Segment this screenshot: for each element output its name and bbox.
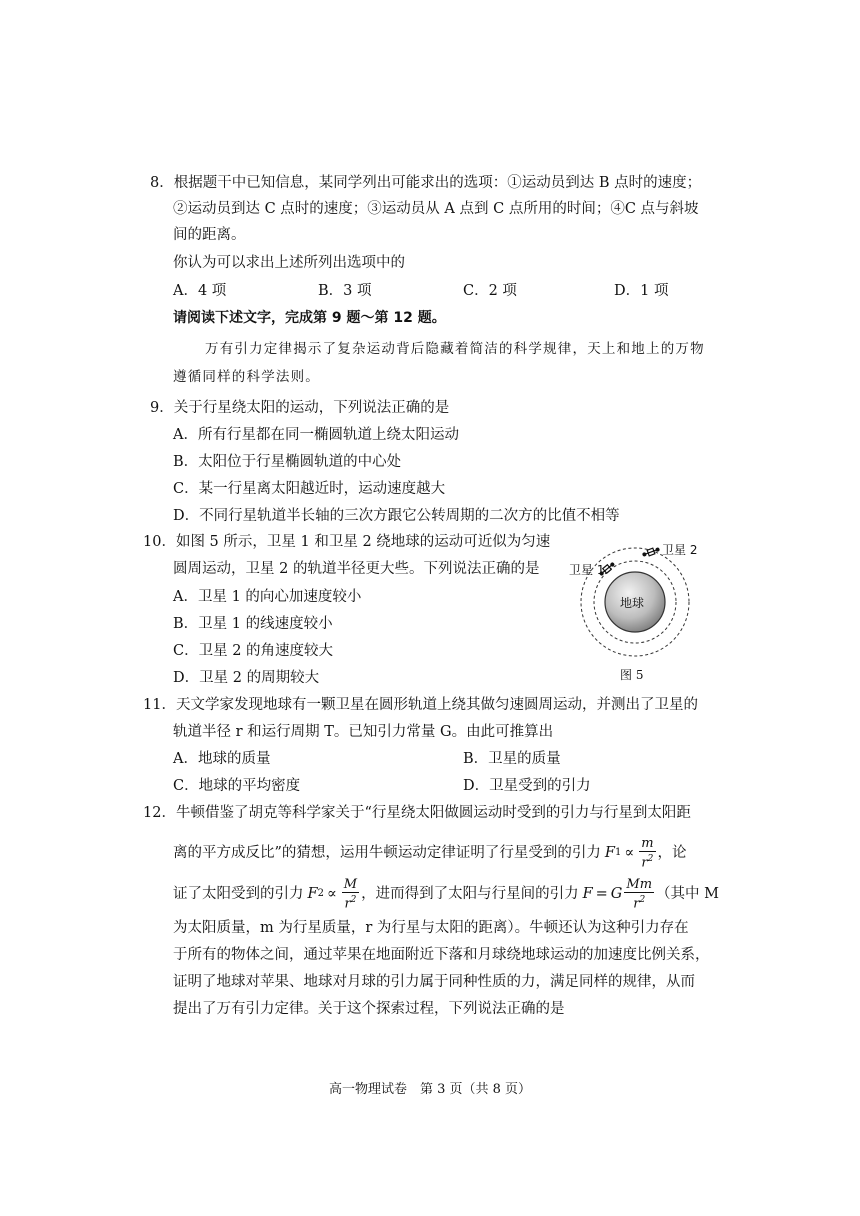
q9-option-c: C．某一行星离太阳越近时，运动速度越大 — [173, 481, 446, 497]
page-footer: 高一物理试卷 第 3 页（共 8 页） — [328, 1082, 532, 1097]
q8-option-b: B．3 项 — [318, 283, 372, 299]
satellite-2-icon — [642, 546, 661, 558]
q8-line-1: 8．根据题干中已知信息，某同学列出可能求出的选项：①运动员到达 B 点时的速度； — [150, 175, 702, 191]
figure-5 — [562, 536, 722, 686]
q12-line-7: 提出了万有引力定律。关于这个探索过程，下列说法正确的是 — [173, 1001, 565, 1017]
q11-option-d: D．卫星受到的引力 — [463, 778, 591, 794]
q12-line-2-text: 离的平方成反比”的猜想，运用牛顿运动定律证明了行星受到的引力 — [173, 845, 601, 861]
q12-line-5: 于所有的物体之间，通过苹果在地面附近下落和月球绕地球运动的加速度比例关系， — [173, 947, 710, 963]
q8-line-3: 间的距离。 — [173, 227, 246, 243]
satellite-2-label: 卫星 2 — [662, 543, 698, 557]
q11-option-a: A．地球的质量 — [173, 751, 271, 767]
q9-option-a: A．所有行星都在同一椭圆轨道上绕太阳运动 — [173, 427, 459, 443]
passage-line-2: 遵循同样的科学法则。 — [173, 369, 320, 385]
q11-option-b: B．卫星的质量 — [463, 751, 561, 767]
q9-option-b: B．太阳位于行星椭圆轨道的中心处 — [173, 454, 402, 470]
q12-line-6: 证明了地球对苹果、地球对月球的引力属于同种性质的力，满足同样的规律，从而 — [173, 974, 695, 990]
q10-option-d: D．卫星 2 的周期较大 — [173, 670, 320, 686]
q10-line-2: 圆周运动，卫星 2 的轨道半径更大些。下列说法正确的是 — [173, 561, 540, 577]
reading-instruction: 请阅读下述文字，完成第 9 题～第 12 题。 — [173, 310, 446, 326]
formula-f2: F 2 ∝ $\frac{M}{r^2}$ — [307, 876, 358, 912]
q12-line-4: 为太阳质量，m 为行星质量，r 为行星与太阳的距离）。牛顿还认为这种引力存在 — [173, 920, 689, 936]
passage-line-1: 万有引力定律揭示了复杂运动背后隐藏着简洁的科学规律，天上和地上的万物 — [205, 341, 705, 357]
formula-f3: F = G $\frac{Mm}{r^2}$ — [582, 876, 653, 912]
q8-line-2: ②运动员到达 C 点时的速度；③运动员从 A 点到 C 点所用的时间；④C 点与斜坡 — [173, 201, 699, 217]
q9-stem: 9．关于行星绕太阳的运动，下列说法正确的是 — [150, 400, 450, 416]
q8-option-a: A．4 项 — [173, 283, 227, 299]
earth-label: 地球 — [620, 596, 645, 610]
q10-line-1: 10．如图 5 所示，卫星 1 和卫星 2 绕地球的运动可近似为匀速 — [143, 534, 551, 550]
q12-line-2: 离的平方成反比”的猜想，运用牛顿运动定律证明了行星受到的引力 F 1 ∝ $\frac{m}{r^2}$ ，论 — [173, 835, 687, 871]
figure-caption: 图 5 — [620, 668, 644, 682]
q9-option-d: D．不同行星轨道半长轴的三次方跟它公转周期的二次方的比值不相等 — [173, 508, 620, 524]
formula-f1: F 1 ∝ $\frac{m}{r^2}$ — [604, 835, 654, 871]
q11-line-1: 11．天文学家发现地球有一颗卫星在圆形轨道上绕其做匀速圆周运动，并测出了卫星的 — [143, 697, 698, 713]
q12-line-1: 12．牛顿借鉴了胡克等科学家关于“行星绕太阳做圆运动时受到的引力与行星到太阳距 — [143, 805, 691, 821]
q8-option-d: D．1 项 — [614, 283, 669, 299]
q11-line-2: 轨道半径 r 和运行周期 T。已知引力常量 G。由此可推算出 — [173, 724, 554, 740]
orbit-diagram — [562, 536, 722, 686]
q8-line-4: 你认为可以求出上述所列出选项中的 — [173, 255, 405, 271]
q11-option-c: C．地球的平均密度 — [173, 778, 301, 794]
q8-option-c: C．2 项 — [463, 283, 517, 299]
q10-option-b: B．卫星 1 的线速度较小 — [173, 616, 333, 632]
satellite-1-label: 卫星 1 — [569, 563, 605, 577]
q12-line-3: 证了太阳受到的引力 F 2 ∝ $\frac{M}{r^2}$ ，进而得到了太阳与行星间的引力 F = G $\frac{Mm}{r^2}$ （其中 M — [173, 876, 719, 912]
q10-option-c: C．卫星 2 的角速度较大 — [173, 643, 334, 659]
q10-option-a: A．卫星 1 的向心加速度较小 — [173, 589, 362, 605]
